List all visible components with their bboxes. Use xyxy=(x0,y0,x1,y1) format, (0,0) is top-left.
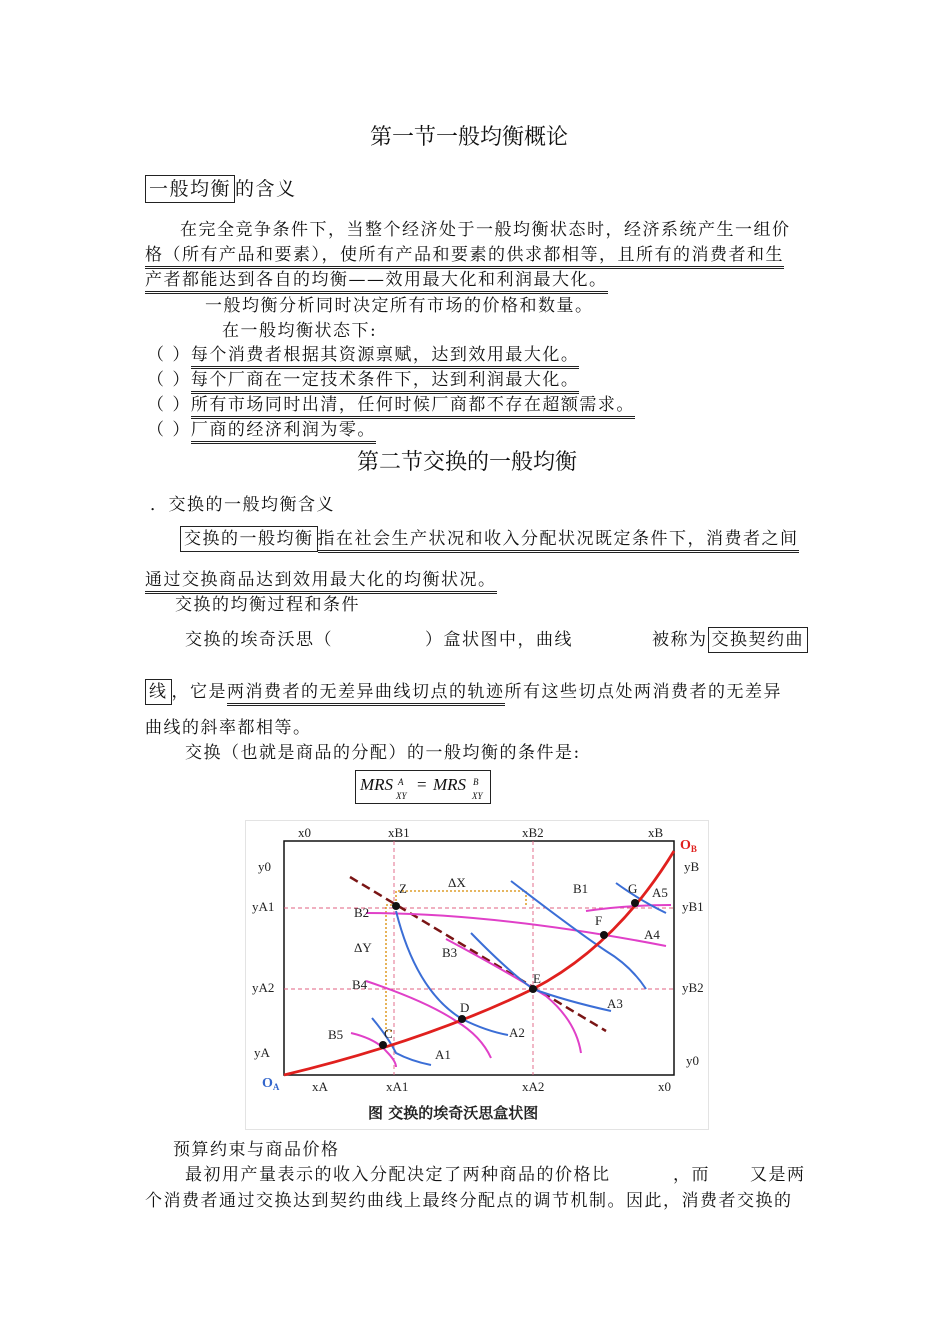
p1-line-3-text: 产者都能达到各自的均衡——效用最大化和利润最大化。 xyxy=(145,270,608,294)
subheading-process: 交换的均衡过程和条件 xyxy=(175,595,360,615)
edgeworth-box-figure xyxy=(245,820,709,1130)
paragraph-2: 一般均衡分析同时决定所有市场的价格和数量。 xyxy=(205,296,594,316)
label-f: F xyxy=(595,913,603,928)
label-delta-y: ΔY xyxy=(354,940,372,955)
equilibrium-condition: 交换（也就是商品的分配）的一般均衡的条件是: xyxy=(185,743,581,763)
definition-line-2-text: 通过交换商品达到效用最大化的均衡状况。 xyxy=(145,570,497,594)
mrs-sup-a: A xyxy=(398,777,404,787)
section-2-title: 第二节交换的一般均衡 xyxy=(357,450,578,475)
list-text: 每个厂商在一定技术条件下，达到利润最大化。 xyxy=(191,370,580,394)
right-label-3: yB2 xyxy=(682,980,704,995)
edgeworth-locus-text: 两消费者的无差异曲线切点的轨迹 xyxy=(227,682,505,706)
edgeworth-part-a: 交换的埃奇沃思（ xyxy=(185,630,333,650)
p1-line-2-text: 格（所有产品和要素），使所有产品和要素的供求都相等，且所有的消费者和生 xyxy=(145,245,784,269)
label-g: G xyxy=(628,881,638,896)
label-b2: B2 xyxy=(354,905,370,920)
top-label-3: xB2 xyxy=(522,825,544,840)
bottom-label-1: xA xyxy=(312,1079,328,1094)
label-b3: B3 xyxy=(442,945,458,960)
figure-caption: 图 交换的埃奇沃思盒状图 xyxy=(368,1104,539,1122)
origin-b: $O_B$ xyxy=(680,838,697,854)
edgeworth-line-2-rest: 所有这些切点处两消费者的无差异 xyxy=(504,682,782,702)
list-item xyxy=(147,365,579,390)
mrs-sub-left: XY xyxy=(396,791,407,801)
point-c xyxy=(379,1041,387,1049)
left-label-1: y0 xyxy=(258,859,271,874)
edgeworth-part-c xyxy=(652,625,808,650)
point-e xyxy=(529,985,537,993)
mrs-formula xyxy=(355,770,491,804)
label-a5: A5 xyxy=(652,885,668,900)
section-1-title: 第一节一般均衡概论 xyxy=(370,125,569,150)
mrs-lhs: MRS xyxy=(360,775,394,794)
definition-line-1 xyxy=(180,524,799,549)
heading-rest: 的含义 xyxy=(235,178,297,200)
edgeworth-part-b: ）盒状图中，曲线 xyxy=(425,630,573,650)
point-d xyxy=(458,1015,466,1023)
edgeworth-line-2 xyxy=(145,677,782,702)
list-paren: （ ） xyxy=(147,345,191,365)
top-label-1: x0 xyxy=(298,825,311,840)
label-d: D xyxy=(460,1000,470,1015)
list-paren: （ ） xyxy=(147,370,191,390)
bottom-label-4: x0 xyxy=(658,1079,671,1094)
edgeworth-it-is: ，它是 xyxy=(171,682,227,702)
top-label-4: xB xyxy=(648,825,664,840)
mrs-rhs: MRS xyxy=(433,775,467,794)
point-f xyxy=(600,931,608,939)
label-b5: B5 xyxy=(328,1027,344,1042)
point-g xyxy=(631,899,639,907)
contract-curve-boxed-end: 线 xyxy=(145,679,172,705)
budget-line-1c: 又是两 xyxy=(750,1165,806,1185)
label-z: Z xyxy=(399,881,407,896)
mrs-equals: = xyxy=(417,775,427,794)
list-item xyxy=(147,340,579,365)
definition-boxed-term: 交换的一般均衡 xyxy=(180,526,318,552)
definition-line-2 xyxy=(145,565,497,590)
left-label-4: yA xyxy=(254,1045,270,1060)
heading-boxed-term: 一般均衡 xyxy=(145,175,235,203)
point-z xyxy=(392,902,400,910)
label-b1: B1 xyxy=(573,881,589,896)
mrs-sup-b: B xyxy=(473,777,479,787)
p1-line-1-text: 在完全竞争条件下，当整个经济处于一般均衡状态时，经济系统产生一组价 xyxy=(180,220,791,240)
mrs-sub-right: XY xyxy=(472,791,483,801)
list-paren: （ ） xyxy=(147,395,191,415)
subheading-budget: 预算约束与商品价格 xyxy=(173,1140,340,1160)
label-a3: A3 xyxy=(607,996,623,1011)
edgeworth-line-3: 曲线的斜率都相等。 xyxy=(145,718,312,738)
budget-line-1b: ，而 xyxy=(673,1165,710,1185)
paragraph-1-line-2 xyxy=(145,240,784,265)
paragraph-3: 在一般均衡状态下: xyxy=(222,321,378,341)
right-label-4: y0 xyxy=(686,1053,699,1068)
label-a2: A2 xyxy=(509,1025,525,1040)
right-label-1: yB xyxy=(684,859,700,874)
subheading-exchange-meaning: ．交换的一般均衡含义 xyxy=(150,495,335,515)
list-text: 每个消费者根据其资源禀赋，达到效用最大化。 xyxy=(191,345,580,369)
contract-curve-boxed: 交换契约曲 xyxy=(708,627,809,653)
budget-line-1a: 最初用产量表示的收入分配决定了两种商品的价格比 xyxy=(185,1165,611,1185)
label-b4: B4 xyxy=(352,977,368,992)
bottom-label-2: xA1 xyxy=(386,1079,409,1094)
bottom-label-3: xA2 xyxy=(522,1079,545,1094)
label-a1: A1 xyxy=(435,1047,451,1062)
edgeworth-called: 被称为 xyxy=(652,630,708,650)
left-label-2: yA1 xyxy=(252,899,275,914)
label-a4: A4 xyxy=(644,927,660,942)
right-label-2: yB1 xyxy=(682,899,704,914)
label-e: E xyxy=(533,971,541,986)
list-text: 厂商的经济利润为零。 xyxy=(191,420,376,444)
left-label-3: yA2 xyxy=(252,980,275,995)
label-c: C xyxy=(384,1026,393,1041)
paragraph-1-line-1 xyxy=(180,215,791,240)
list-item xyxy=(147,415,376,440)
paragraph-1-line-3 xyxy=(145,265,608,290)
budget-line-2: 个消费者通过交换达到契约曲线上最终分配点的调节机制。因此，消费者交换的 xyxy=(145,1191,793,1211)
list-paren: （ ） xyxy=(147,420,191,440)
label-delta-x: ΔX xyxy=(448,875,466,890)
heading-meaning xyxy=(145,174,297,201)
list-item xyxy=(147,390,635,415)
definition-line-1-text: 指在社会生产状况和收入分配状况既定条件下，消费者之间 xyxy=(318,529,799,553)
top-label-2: xB1 xyxy=(388,825,410,840)
list-text: 所有市场同时出清，任何时候厂商都不存在超额需求。 xyxy=(191,395,635,419)
origin-a: $O_A$ xyxy=(262,1076,280,1092)
